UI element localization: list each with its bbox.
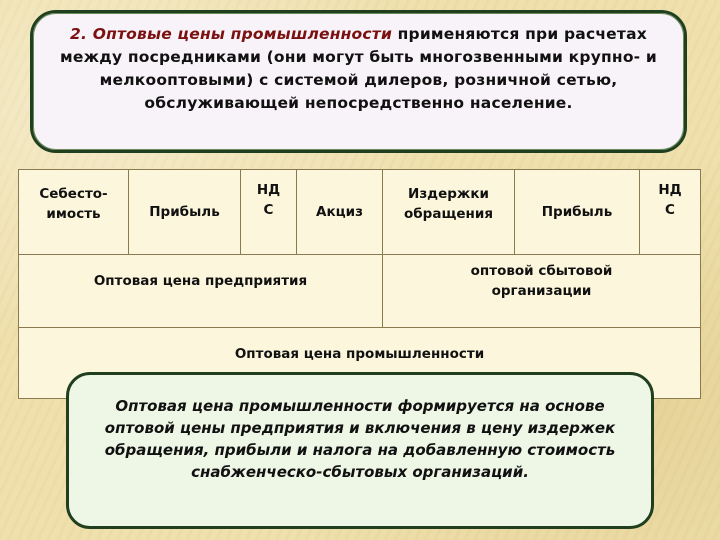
cell-vat-1: НД С [241, 170, 297, 255]
table-row-components [19, 170, 701, 255]
top-note-lead: 2. Оптовые цены промышленности [70, 25, 393, 43]
cell-distribution-costs: Издержки обращения [383, 170, 515, 255]
cell-sales-org-price: оптовой сбытовой организации [383, 255, 701, 328]
table-row-prices [19, 255, 701, 328]
bottom-note-box [66, 372, 654, 529]
cell-vat-2: НД С [640, 170, 701, 255]
price-structure-table [18, 169, 701, 399]
cell-profit-1: Прибыль [129, 170, 241, 255]
cell-profit-2: Прибыль [515, 170, 640, 255]
cell-industry-price: Оптовая цена промышленности [19, 328, 701, 399]
cell-excise: Акциз [297, 170, 383, 255]
cell-enterprise-price: Оптовая цена предприятия [19, 255, 383, 328]
bottom-note-text: Оптовая цена промышленности формируется на основе оптовой цены предприятия и включения в цену издержек обращения, прибыли и налога на добавленную стоимость снабженческо-сбытовых организаций. [104, 397, 616, 481]
top-note-box [30, 10, 687, 153]
top-note-text: применяются при расчетах между посредниками (они могут быть многозвенными крупно- и мелкооптовыми) с системой дилеров, розничной сетью, обслуживающей непосредственно население. [60, 25, 657, 112]
cell-cost: Себесто- имость [19, 170, 129, 255]
